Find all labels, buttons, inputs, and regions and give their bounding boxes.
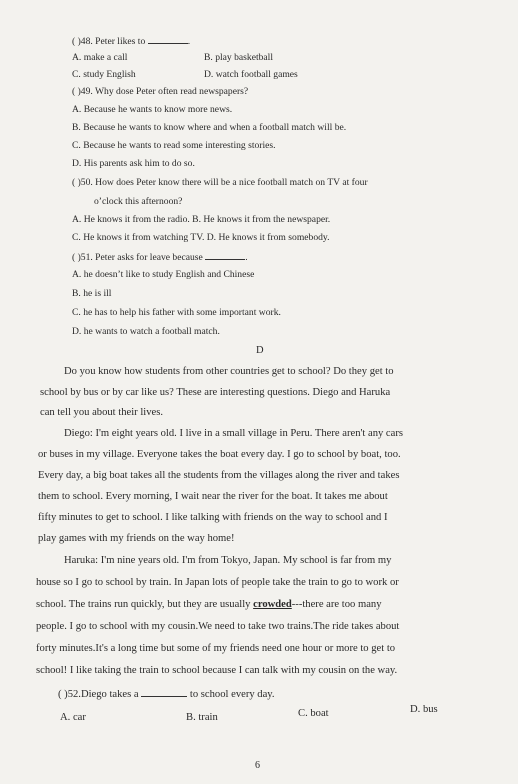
q48-option-c: C. study English (72, 69, 136, 80)
q49-option-c: C. Because he wants to read some interesting stories. (72, 140, 276, 151)
diego-line-5: fifty minutes to get to school. I like talking with friends on the way to school and I (38, 512, 388, 523)
haruka-line-5: forty minutes.It's a long time but some of my friends need one hour or more to get to (36, 643, 396, 654)
haruka-line-1: Haruka: I'm nine years old. I'm from Tokyo, Japan. My school is far from my (64, 555, 392, 566)
intro-line-3: can tell you about their lives. (40, 407, 163, 418)
q51-option-a: A. he doesn’t like to study English and Chinese (72, 269, 255, 280)
q48-stem: ( )48. Peter likes to . (72, 36, 191, 47)
answer-blank (205, 251, 245, 260)
haruka-line-4: people. I go to school with my cousin.We need to take two trains.The ride takes about (36, 621, 400, 632)
q49-stem: ( )49. Why dose Peter often read newspapers? (72, 86, 249, 97)
underlined-word: crowded (253, 599, 292, 610)
q52-option-c: C. boat (298, 708, 329, 719)
diego-line-4: them to school. Every morning, I wait near the river for the boat. It takes me about (38, 491, 388, 502)
diego-line-2: or buses in my village. Everyone takes the boat every day. I go to school by boat, too. (38, 449, 401, 460)
q52-option-d: D. bus (410, 704, 438, 715)
haruka-line-6: school! I like taking the train to school because I can talk with my cousin on the way. (36, 665, 398, 676)
diego-line-1: Diego: I'm eight years old. I live in a small village in Peru. There aren't any cars (64, 428, 403, 439)
q48-option-a: A. make a call (72, 52, 128, 63)
q48-option-d: D. watch football games (204, 69, 298, 80)
haruka-line-2: house so I go to school by train. In Japan lots of people take the train to go to work or (36, 577, 399, 588)
intro-line-2: school by bus or by car like us? These are interesting questions. Diego and Haruka (40, 387, 391, 398)
q50-options-cd: C. He knows it from watching TV. D. He knows it from somebody. (72, 232, 330, 243)
q50-stem-line2: o’clock this afternoon? (94, 196, 183, 207)
diego-line-3: Every day, a big boat takes all the students from the villages along the river and takes (38, 470, 400, 481)
q50-stem-line1: ( )50. How does Peter know there will be a nice football match on TV at four (72, 177, 368, 188)
q51-option-d: D. he wants to watch a football match. (72, 326, 220, 337)
page-number: 6 (255, 760, 260, 771)
q51-option-c: C. he has to help his father with some important work. (72, 307, 281, 318)
q52-option-a: A. car (60, 712, 86, 723)
intro-line-1: Do you know how students from other countries get to school? Do they get to (64, 366, 394, 377)
q51-option-b: B. he is ill (72, 288, 112, 299)
q48-option-b: B. play basketball (204, 52, 274, 63)
answer-blank (141, 688, 187, 697)
q49-option-a: A. Because he wants to know more news. (72, 104, 233, 115)
q49-option-b: B. Because he wants to know where and when a football match will be. (72, 122, 347, 133)
q52-stem: ( )52.Diego takes a to school every day. (58, 689, 275, 700)
section-heading: D (256, 345, 264, 356)
diego-line-6: play games with my friends on the way home! (38, 533, 235, 544)
q51-stem: ( )51. Peter asks for leave because . (72, 252, 248, 263)
q49-option-d: D. His parents ask him to do so. (72, 158, 195, 169)
q50-options-ab: A. He knows it from the radio. B. He knows it from the newspaper. (72, 214, 331, 225)
answer-blank (148, 35, 188, 44)
haruka-line-3: school. The trains run quickly, but they are usually crowded---there are too many (36, 599, 382, 610)
q52-option-b: B. train (186, 712, 218, 723)
